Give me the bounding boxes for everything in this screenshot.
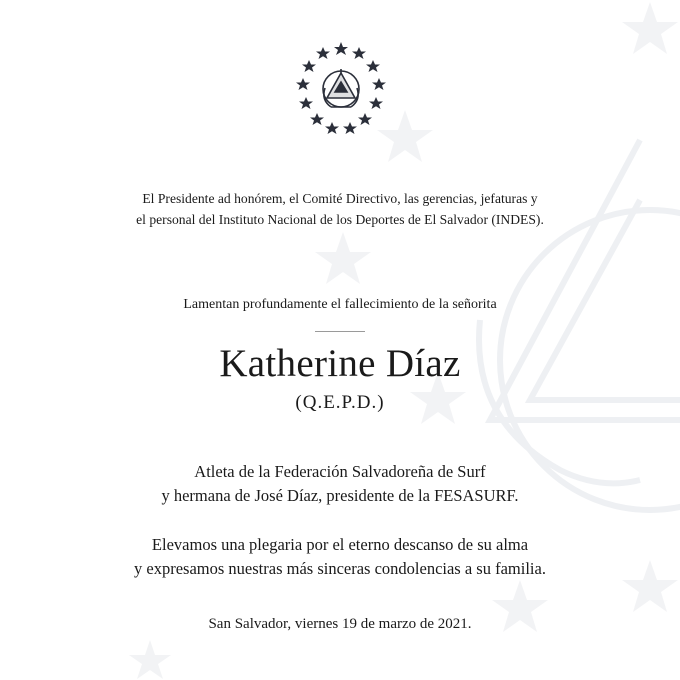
- emblem-star-icon: [369, 97, 383, 109]
- emblem-star-icon: [343, 122, 357, 134]
- emblem-star-icon: [296, 78, 310, 90]
- intro-line: el personal del Instituto Nacional de los Deportes de El Salvador (INDES).: [136, 212, 544, 227]
- intro-paragraph: [0, 188, 680, 230]
- prayer-line: y expresamos nuestras más sinceras condolencias a su familia.: [134, 559, 546, 578]
- lament-line: Lamentan profundamente el fallecimiento de la señorita: [183, 297, 497, 312]
- athlete-paragraph: [0, 460, 680, 508]
- prayer-paragraph: [0, 533, 680, 581]
- emblem-star-icon: [334, 42, 348, 55]
- coat-of-arms-icon: [295, 40, 387, 136]
- emblem-star-icon: [352, 47, 366, 59]
- emblem-star-icon: [316, 47, 330, 59]
- emblem-star-icon: [372, 78, 386, 90]
- divider: [315, 331, 365, 332]
- emblem-star-icon: [299, 97, 313, 109]
- athlete-line: Atleta de la Federación Salvadoreña de Surf: [194, 462, 486, 481]
- prayer-line: Elevamos una plegaria por el eterno descanso de su alma: [151, 535, 529, 554]
- athlete-line: y hermana de José Díaz, presidente de la FESASURF.: [161, 486, 519, 505]
- emblem-star-icon: [366, 60, 380, 72]
- date-line: San Salvador, viernes 19 de marzo de 2021.: [208, 616, 472, 632]
- deceased-name: Katherine Díaz: [219, 342, 461, 385]
- emblem-star-icon: [302, 60, 316, 72]
- emblem-star-icon: [325, 122, 339, 134]
- intro-line: El Presidente ad honórem, el Comité Directivo, las gerencias, jefaturas y: [142, 191, 538, 206]
- emblem-star-icon: [358, 113, 372, 125]
- qepd-label: (Q.E.P.D.): [295, 392, 385, 413]
- emblem-star-icon: [310, 113, 324, 125]
